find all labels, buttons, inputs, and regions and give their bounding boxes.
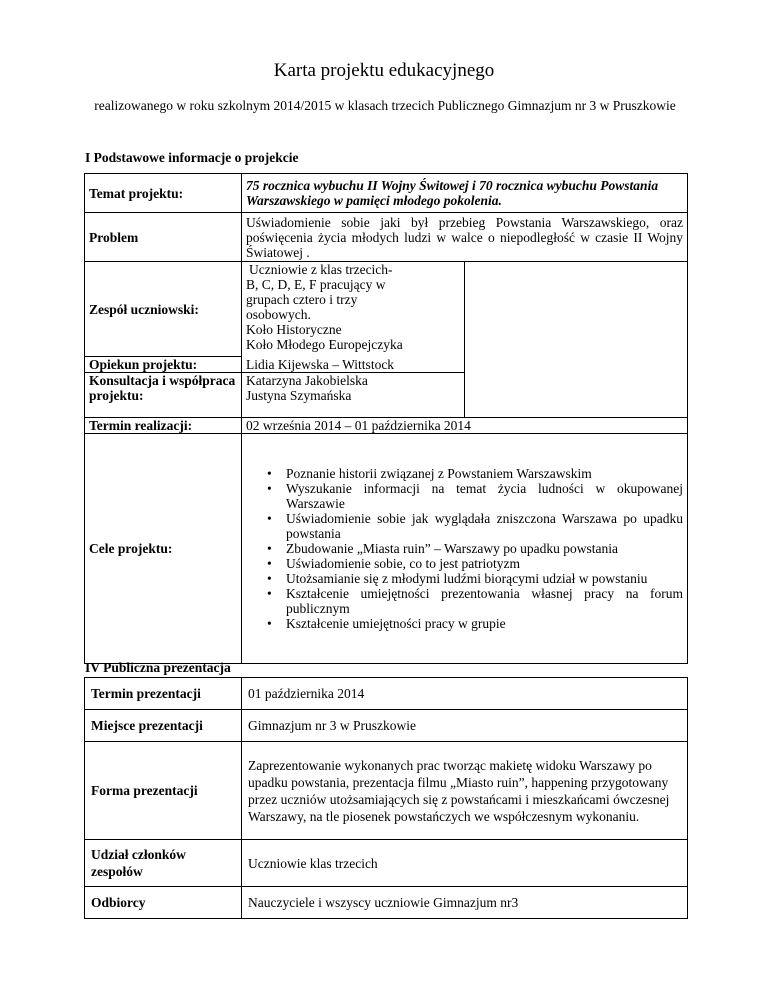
team-members-label: Udział członków zespołów xyxy=(85,840,242,887)
team-line: Uczniowie z klas trzecich- xyxy=(249,262,393,277)
project-info-table xyxy=(84,173,688,664)
team-members-value: Uczniowie klas trzecich xyxy=(242,840,688,887)
consult-line: Justyna Szymańska xyxy=(246,388,352,403)
team-line: B, C, D, E, F pracujący w xyxy=(246,277,386,292)
presentation-place-value: Gimnazjum nr 3 w Pruszkowie xyxy=(242,710,688,742)
audience-label: Odbiorcy xyxy=(85,887,242,919)
team-value xyxy=(242,262,465,357)
topic-label: Temat projektu: xyxy=(85,174,242,213)
goals-label: Cele projektu: xyxy=(85,434,242,664)
presentation-form-label: Forma prezentacji xyxy=(85,742,242,840)
audience-value: Nauczyciele i wszyscy uczniowie Gimnazjum nr3 xyxy=(242,887,688,919)
supervisor-value: Lidia Kijewska – Wittstock xyxy=(242,357,465,373)
section-heading-basic-info: I Podstawowe informacje o projekcie xyxy=(85,150,299,165)
goal-item: • Utożsamianie się z młodymi ludźmi biorącymi udział w powstaniu xyxy=(286,571,683,586)
topic-value: 75 rocznica wybuchu II Wojny Świtowej i 70 rocznica wybuchu Powstania Warszawskiego w pamięci młodego pokolenia. xyxy=(242,174,688,213)
goal-item: • Uświadomienie sobie, co to jest patriotyzm xyxy=(286,556,683,571)
team-line: Koło Młodego Europejczyka xyxy=(246,337,403,352)
problem-value: Uświadomienie sobie jaki był przebieg Powstania Warszawskiego, oraz poświęcenia życia młodych ludzi w walce o niepodległość w czasie II Wojny Światowej . xyxy=(242,213,688,262)
team-line: grupach cztero i trzy xyxy=(246,292,358,307)
document-subtitle: realizowanego w roku szkolnym 2014/2015 w klasach trzecich Publicznego Gimnazjum nr 3 w Pruszkowie xyxy=(94,98,676,113)
goal-item: • Wyszukanie informacji na temat życia ludności w okupowanej Warszawie xyxy=(286,481,683,511)
goal-item: • Uświadomienie sobie jak wyglądała zniszczona Warszawa po upadku powstania xyxy=(286,511,683,541)
document-title: Karta projektu edukacyjnego xyxy=(273,60,495,81)
empty-cell xyxy=(465,262,688,418)
goal-item: • Zbudowanie „Miasta ruin” – Warszawy po upadku powstania xyxy=(286,541,683,556)
team-label: Zespół uczniowski: xyxy=(85,262,242,357)
goal-item: • Poznanie historii związanej z Powstaniem Warszawskim xyxy=(286,466,683,481)
consult-line: Katarzyna Jakobielska xyxy=(246,373,368,388)
consult-value xyxy=(242,373,465,418)
consult-label: Konsultacja i współpraca projektu: xyxy=(85,373,242,418)
goals-list xyxy=(246,466,683,631)
team-line: osobowych. xyxy=(246,307,311,322)
presentation-term-label: Termin prezentacji xyxy=(85,678,242,710)
problem-label: Problem xyxy=(85,213,242,262)
presentation-table xyxy=(84,677,688,919)
goals-value xyxy=(242,434,688,664)
presentation-term-value: 01 października 2014 xyxy=(242,678,688,710)
supervisor-label: Opiekun projektu: xyxy=(85,357,242,373)
goal-item: • Kształcenie umiejętności prezentowania własnej pracy na forum publicznym xyxy=(286,586,683,616)
goal-item: • Kształcenie umiejętności pracy w grupie xyxy=(286,616,683,631)
team-line: Koło Historyczne xyxy=(246,322,342,337)
presentation-place-label: Miejsce prezentacji xyxy=(85,710,242,742)
presentation-form-value: Zaprezentowanie wykonanych prac tworząc makietę widoku Warszawy po upadku powstania, prezentacja filmu „Miasto ruin”, happening przygotowany przez uczniów utożsamiających się z powstańcami i mieszkańcami ówczesnej Warszawy, na tle piosenek powstańczych we współczesnym wykonaniu. xyxy=(242,742,688,840)
term-label: Termin realizacji: xyxy=(85,418,242,434)
section-heading-presentation: IV Publiczna prezentacja xyxy=(85,660,231,675)
term-value: 02 września 2014 – 01 października 2014 xyxy=(242,418,688,434)
